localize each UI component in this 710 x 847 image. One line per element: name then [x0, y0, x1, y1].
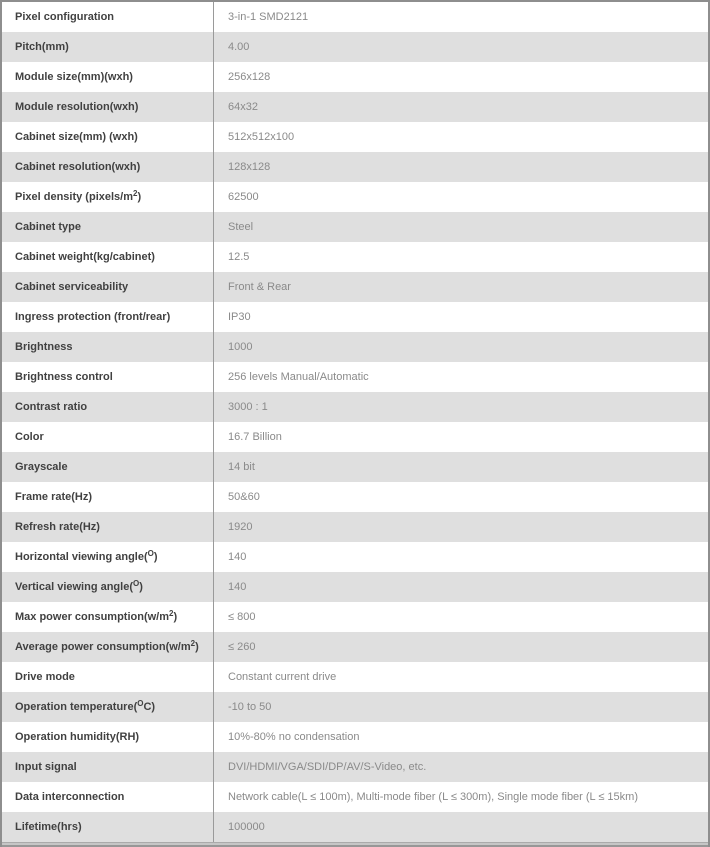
spec-label: [2, 362, 214, 392]
spec-label-text: Ingress protection (front/rear): [15, 311, 171, 323]
spec-label-text: Cabinet type: [15, 221, 82, 233]
spec-row-operation-humidity: [2, 722, 708, 752]
spec-value: Front & Rear: [228, 281, 291, 293]
spec-label-text: Drive mode: [15, 671, 75, 683]
spec-label-text: Horizontal viewing angle(: [15, 551, 148, 563]
spec-label: [2, 782, 214, 812]
spec-value: 256 levels Manual/Automatic: [228, 371, 369, 383]
spec-row-brightness: [2, 332, 708, 362]
spec-label: [2, 62, 214, 92]
spec-row-pixel-density: [2, 182, 708, 212]
spec-label: Horizontal viewing angle( $^O$ ): [2, 542, 214, 572]
spec-value: 16.7 Billion: [228, 431, 282, 443]
spec-label-text: Vertical viewing angle(: [15, 581, 133, 593]
spec-label-text: Brightness: [15, 341, 73, 353]
spec-label-text: Data interconnection: [15, 791, 125, 803]
spec-label: [2, 32, 214, 62]
spec-label-text: Average power consumption(w/m: [15, 641, 191, 653]
spec-label-text: Module resolution(wxh): [15, 101, 139, 113]
spec-label: Average power consumption(w/m $^2$ ): [2, 632, 214, 662]
spec-label-end: ): [195, 641, 199, 653]
spec-label: Pixel density (pixels/m $^2$ ): [2, 182, 214, 212]
spec-row-average-power-consumption: [2, 632, 708, 662]
spec-label: [2, 512, 214, 542]
spec-value: 10%-80% no condensation: [228, 731, 360, 743]
spec-value: 4.00: [228, 41, 250, 53]
spec-value: 512x512x100: [228, 131, 295, 143]
spec-value: 1000: [228, 341, 253, 353]
spec-row-pixel-configuration: [2, 2, 708, 32]
spec-row-vertical-viewing-angle: [2, 572, 708, 602]
spec-value: ≤ 260: [228, 641, 256, 653]
spec-row-pitch: [2, 32, 708, 62]
spec-row-contrast-ratio: [2, 392, 708, 422]
spec-row-cabinet-serviceability: [2, 272, 708, 302]
spec-value: 140: [228, 581, 247, 593]
table-bottom-border: [2, 842, 708, 847]
spec-row-cabinet-type: [2, 212, 708, 242]
spec-label: [2, 242, 214, 272]
spec-label-end: C): [143, 701, 156, 713]
spec-row-drive-mode: [2, 662, 708, 692]
spec-row-data-interconnection: [2, 782, 708, 812]
spec-label: Vertical viewing angle( $^O$ ): [2, 572, 214, 602]
spec-label-text: Lifetime(hrs): [15, 821, 82, 833]
spec-row-ingress-protection: [2, 302, 708, 332]
spec-value: IP30: [228, 311, 251, 323]
spec-label-text: Cabinet resolution(wxh): [15, 161, 141, 173]
spec-value: 1920: [228, 521, 253, 533]
spec-label-text: Module size(mm)(wxh): [15, 71, 133, 83]
spec-label-text: Pitch(mm): [15, 41, 69, 53]
spec-value: 3000 : 1: [228, 401, 268, 413]
spec-label-text: Refresh rate(Hz): [15, 521, 100, 533]
spec-row-cabinet-resolution: [2, 152, 708, 182]
spec-value: Steel: [228, 221, 254, 233]
spec-value: 50&60: [228, 491, 260, 503]
spec-label: [2, 272, 214, 302]
spec-label: Operation temperature( $^O$ C): [2, 692, 214, 722]
spec-row-color: [2, 422, 708, 452]
spec-label-text: Frame rate(Hz): [15, 491, 93, 503]
spec-label: [2, 452, 214, 482]
spec-label: [2, 482, 214, 512]
spec-value: 140: [228, 551, 247, 563]
spec-label-text: Color: [15, 431, 44, 443]
spec-label: [2, 422, 214, 452]
spec-label: [2, 2, 214, 32]
spec-value: -10 to 50: [228, 701, 272, 713]
spec-value: 100000: [228, 821, 265, 833]
spec-label: [2, 812, 214, 842]
spec-value: 14 bit: [228, 461, 255, 473]
spec-label: [2, 662, 214, 692]
spec-label: [2, 392, 214, 422]
spec-label-text: Operation temperature(: [15, 701, 138, 713]
spec-label: [2, 122, 214, 152]
spec-row-module-size: [2, 62, 708, 92]
spec-label-text: Operation humidity(RH): [15, 731, 140, 743]
spec-label: [2, 152, 214, 182]
spec-value: 3-in-1 SMD2121: [228, 11, 309, 23]
spec-value: 64x32: [228, 101, 258, 113]
spec-label-text: Cabinet serviceability: [15, 281, 129, 293]
spec-label-text: Pixel configuration: [15, 11, 115, 23]
spec-row-operation-temperature: [2, 692, 708, 722]
spec-label-end: ): [139, 581, 143, 593]
spec-row-cabinet-size: [2, 122, 708, 152]
spec-row-brightness-control: [2, 362, 708, 392]
spec-label: [2, 302, 214, 332]
spec-label-text: Cabinet size(mm) (wxh): [15, 131, 138, 143]
spec-value: 128x128: [228, 161, 271, 173]
spec-label: [2, 752, 214, 782]
spec-label-end: ): [137, 191, 142, 203]
spec-label-text: Grayscale: [15, 461, 68, 473]
spec-row-module-resolution: [2, 92, 708, 122]
spec-row-lifetime: [2, 812, 708, 842]
spec-row-input-signal: [2, 752, 708, 782]
spec-label: [2, 722, 214, 752]
spec-label-text: Cabinet weight(kg/cabinet): [15, 251, 155, 263]
spec-row-max-power-consumption: [2, 602, 708, 632]
spec-label: Max power consumption(w/m $^2$ ): [2, 602, 214, 632]
spec-value: ≤ 800: [228, 611, 256, 623]
spec-label-text: Brightness control: [15, 371, 113, 383]
spec-row-horizontal-viewing-angle: [2, 542, 708, 572]
spec-value: Network cable(L ≤ 100m), Multi-mode fiber (L ≤ 300m), Single mode fiber (L ≤ 15km): [228, 791, 638, 803]
spec-label-text: Input signal: [15, 761, 77, 773]
spec-row-refresh-rate: [2, 512, 708, 542]
spec-label: [2, 92, 214, 122]
spec-label-end: ): [173, 611, 178, 623]
spec-label: [2, 332, 214, 362]
spec-value: Constant current drive: [228, 671, 337, 683]
spec-row-cabinet-weight: [2, 242, 708, 272]
spec-value: 62500: [228, 191, 259, 203]
spec-value: 256x128: [228, 71, 271, 83]
spec-value: 12.5: [228, 251, 250, 263]
spec-label: [2, 212, 214, 242]
spec-value: DVI/HDMI/VGA/SDI/DP/AV/S-Video, etc.: [228, 761, 427, 773]
spec-label-text: Pixel density (pixels/m: [15, 191, 133, 203]
spec-label-end: ): [153, 551, 158, 563]
spec-label-text: Max power consumption(w/m: [15, 611, 170, 623]
spec-label-text: Contrast ratio: [15, 401, 88, 413]
spec-row-grayscale: [2, 452, 708, 482]
spec-row-frame-rate: [2, 482, 708, 512]
